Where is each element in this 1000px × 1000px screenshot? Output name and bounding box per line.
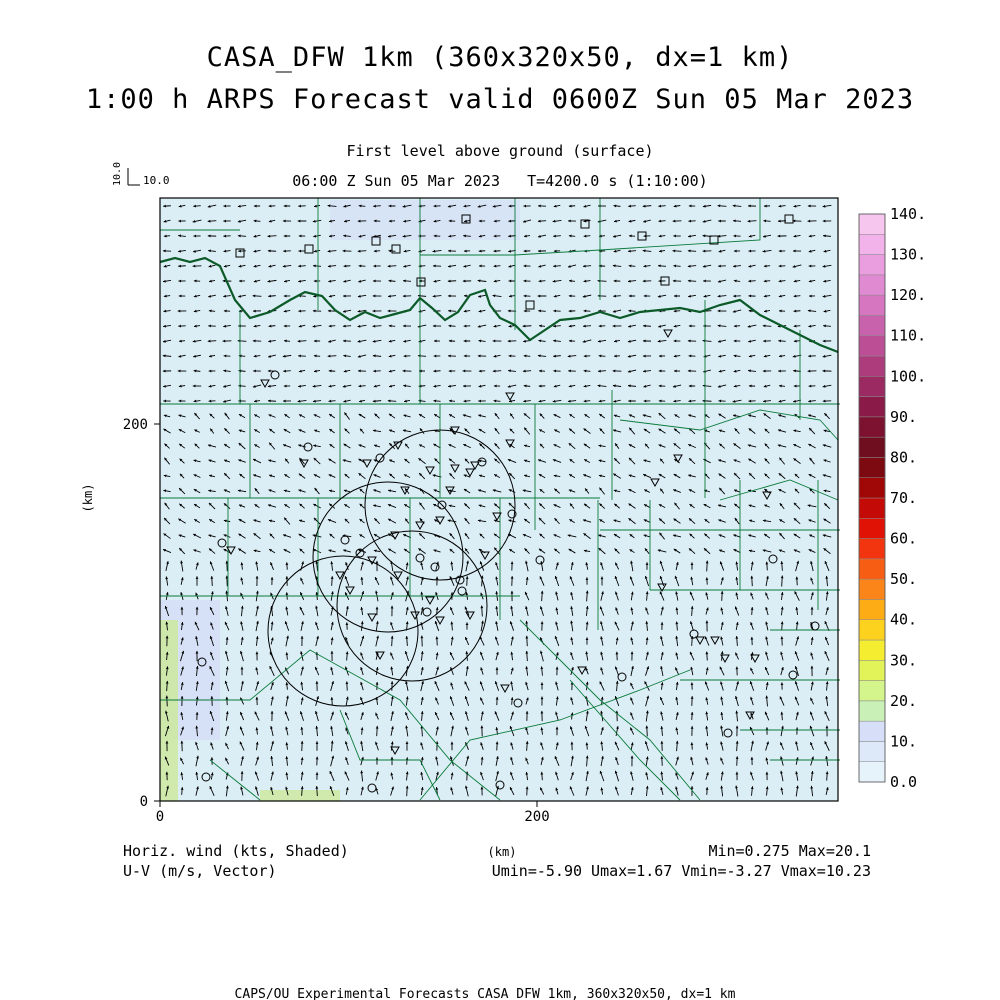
colorbar-swatch (859, 315, 885, 335)
colorbar-label: 0.0 (890, 773, 918, 791)
chart-title-line1: CASA_DFW 1km (360x320x50, dx=1 km) (206, 42, 794, 73)
vector-name-label: U-V (m/s, Vector) (123, 862, 277, 880)
plot-area (160, 198, 840, 801)
colorbar-swatch (859, 275, 885, 295)
colorbar-swatch (859, 579, 885, 599)
y-tick-0: 0 (139, 794, 148, 810)
colorbar-swatch (859, 295, 885, 315)
field-name-label: Horiz. wind (kts, Shaded) (123, 842, 349, 860)
colorbar-label: 100. (890, 367, 927, 386)
chart-subtitle-line1: First level above ground (surface) (346, 142, 654, 160)
chart-subtitle-line2: 06:00 Z Sun 05 Mar 2023 T=4200.0 s (1:10:00) (292, 172, 708, 190)
colorbar-swatch (859, 376, 885, 396)
colorbar-swatch (859, 559, 885, 579)
colorbar-label: 60. (890, 529, 918, 548)
colorbar-swatch (859, 437, 885, 457)
map-background (160, 198, 838, 801)
colorbar-swatch (859, 539, 885, 559)
min-max-readout: Min=0.275 Max=20.1 (708, 842, 871, 860)
colorbar-swatch (859, 498, 885, 518)
x-tick-200: 200 (524, 809, 550, 825)
colorbar-label: 140. (890, 205, 927, 223)
colorbar-swatch (859, 701, 885, 721)
colorbar-swatch (859, 518, 885, 538)
colorbar-label: 120. (890, 286, 927, 305)
colorbar-swatch (859, 417, 885, 437)
colorbar-label: 110. (890, 326, 927, 345)
colorbar-swatch (859, 721, 885, 741)
colorbar-swatch (859, 255, 885, 275)
shade-patch-green (160, 620, 178, 801)
colorbar-swatch (859, 599, 885, 619)
colorbar-swatch (859, 234, 885, 254)
colorbar-swatch (859, 356, 885, 376)
colorbar-swatch (859, 762, 885, 782)
vector-scale-horizontal-label: 10.0 (143, 174, 170, 187)
colorbar-swatch (859, 620, 885, 640)
colorbar-label: 70. (890, 489, 918, 507)
colorbar-swatch (859, 681, 885, 701)
colorbar-swatch (859, 660, 885, 680)
uv-min-max-readout: Umin=-5.90 Umax=1.67 Vmin=-3.27 Vmax=10.23 (491, 862, 871, 880)
colorbar-swatch (859, 457, 885, 477)
colorbar-label: 40. (890, 610, 918, 629)
colorbar-label: 30. (890, 651, 918, 670)
colorbar-label: 10. (890, 732, 918, 751)
colorbar-label: 20. (890, 691, 918, 710)
colorbar-label: 80. (890, 448, 918, 467)
colorbar-swatch (859, 640, 885, 660)
colorbar-swatch (859, 741, 885, 761)
chart-title-line2: 1:00 h ARPS Forecast valid 0600Z Sun 05 Mar 2023 (85, 84, 915, 115)
colorbar-label: 90. (890, 407, 918, 426)
colorbar-swatch (859, 214, 885, 234)
x-tick-0: 0 (155, 809, 165, 825)
colorbar (859, 205, 926, 791)
colorbar-swatch (859, 397, 885, 417)
colorbar-swatch (859, 336, 885, 356)
y-axis-label: (km) (81, 483, 95, 513)
credit-line: CAPS/OU Experimental Forecasts CASA DFW 1km, 360x320x50, dx=1 km (234, 987, 736, 1000)
colorbar-label: 50. (890, 570, 918, 589)
vector-scale-legend (112, 162, 170, 187)
colorbar-label: 130. (890, 245, 927, 264)
colorbar-swatch (859, 478, 885, 498)
vector-scale-vertical-label: 10.0 (112, 161, 123, 186)
y-tick-200: 200 (122, 417, 148, 433)
x-axis-label: (km) (487, 845, 517, 859)
